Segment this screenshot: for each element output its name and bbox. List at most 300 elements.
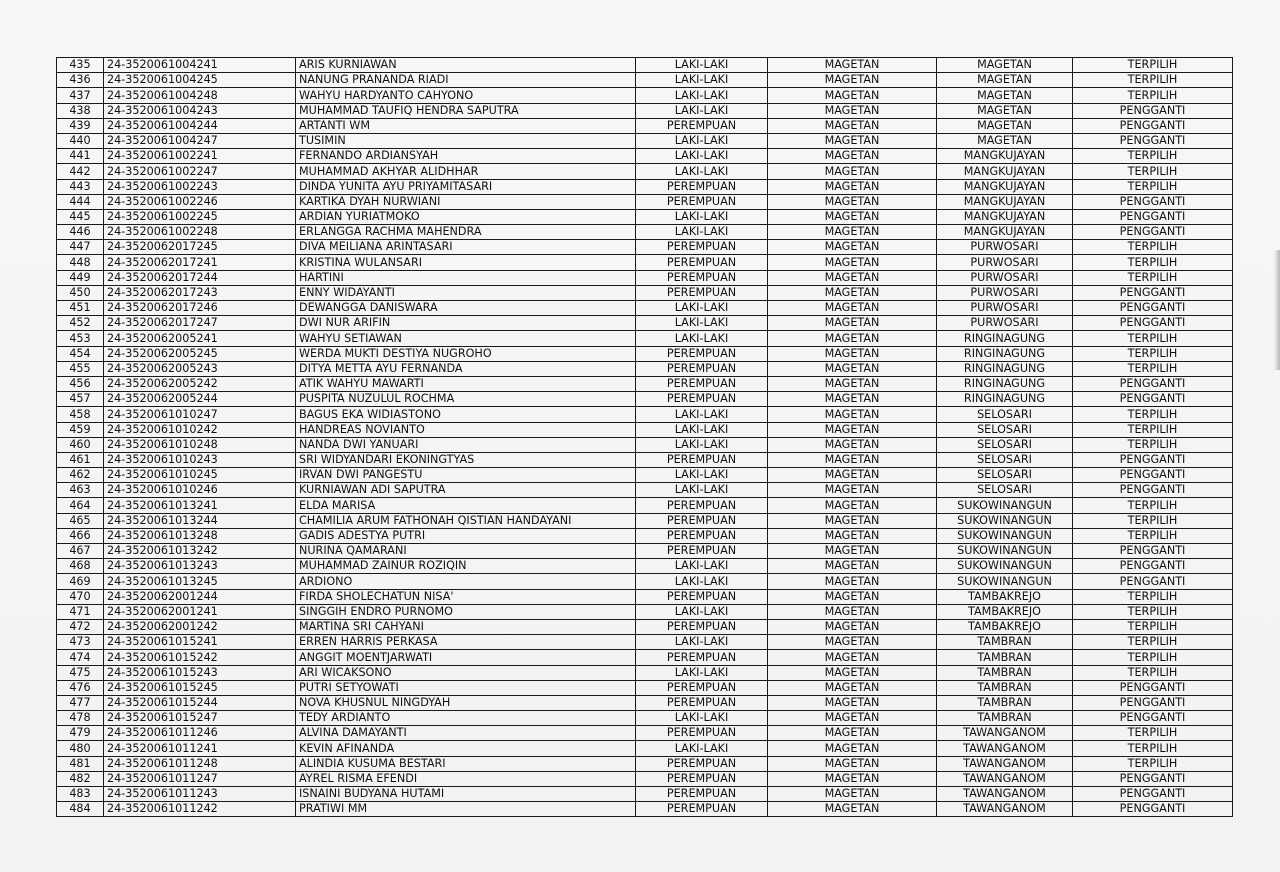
full-name-cell: GADIS ADESTYA PUTRI bbox=[296, 528, 636, 543]
selection-status-cell: PENGGANTI bbox=[1073, 680, 1233, 695]
registration-id-cell: 24-3520061004245 bbox=[104, 73, 296, 88]
table-row bbox=[57, 528, 1233, 543]
registration-id-cell: 24-3520061010248 bbox=[104, 437, 296, 452]
table-row bbox=[57, 103, 1233, 118]
district-cell: PURWOSARI bbox=[937, 240, 1073, 255]
gender-cell: LAKI-LAKI bbox=[636, 483, 768, 498]
district-cell: SELOSARI bbox=[937, 407, 1073, 422]
district-cell: PURWOSARI bbox=[937, 255, 1073, 270]
regency-cell: MAGETAN bbox=[768, 483, 937, 498]
regency-cell: MAGETAN bbox=[768, 680, 937, 695]
row-number-cell: 462 bbox=[57, 468, 104, 483]
gender-cell: LAKI-LAKI bbox=[636, 73, 768, 88]
gender-cell: PEREMPUAN bbox=[636, 376, 768, 391]
gender-cell: PEREMPUAN bbox=[636, 255, 768, 270]
district-cell: TAMBAKREJO bbox=[937, 604, 1073, 619]
regency-cell: MAGETAN bbox=[768, 604, 937, 619]
gender-cell: LAKI-LAKI bbox=[636, 407, 768, 422]
full-name-cell: PUTRI SETYOWATI bbox=[296, 680, 636, 695]
table-row bbox=[57, 619, 1233, 634]
regency-cell: MAGETAN bbox=[768, 73, 937, 88]
row-number-cell: 445 bbox=[57, 209, 104, 224]
table-row bbox=[57, 726, 1233, 741]
registration-id-cell: 24-3520062001242 bbox=[104, 619, 296, 634]
district-cell: SUKOWINANGUN bbox=[937, 513, 1073, 528]
table-row bbox=[57, 513, 1233, 528]
full-name-cell: KRISTINA WULANSARI bbox=[296, 255, 636, 270]
district-cell: TAWANGANOM bbox=[937, 726, 1073, 741]
gender-cell: LAKI-LAKI bbox=[636, 665, 768, 680]
table-row bbox=[57, 498, 1233, 513]
regency-cell: MAGETAN bbox=[768, 802, 937, 817]
selection-status-cell: TERPILIH bbox=[1073, 407, 1233, 422]
row-number-cell: 452 bbox=[57, 316, 104, 331]
district-cell: MANGKUJAYAN bbox=[937, 194, 1073, 209]
row-number-cell: 458 bbox=[57, 407, 104, 422]
registration-id-cell: 24-3520061015242 bbox=[104, 650, 296, 665]
gender-cell: PEREMPUAN bbox=[636, 771, 768, 786]
registration-id-cell: 24-3520061013245 bbox=[104, 574, 296, 589]
selection-status-cell: PENGGANTI bbox=[1073, 316, 1233, 331]
table-row bbox=[57, 194, 1233, 209]
district-cell: RINGINAGUNG bbox=[937, 392, 1073, 407]
full-name-cell: ARIS KURNIAWAN bbox=[296, 58, 636, 73]
selection-status-cell: TERPILIH bbox=[1073, 741, 1233, 756]
registration-id-cell: 24-3520061013241 bbox=[104, 498, 296, 513]
table-row bbox=[57, 604, 1233, 619]
regency-cell: MAGETAN bbox=[768, 711, 937, 726]
district-cell: MANGKUJAYAN bbox=[937, 164, 1073, 179]
registration-id-cell: 24-3520061013243 bbox=[104, 559, 296, 574]
district-cell: TAMBAKREJO bbox=[937, 619, 1073, 634]
table-row bbox=[57, 741, 1233, 756]
regency-cell: MAGETAN bbox=[768, 133, 937, 148]
regency-cell: MAGETAN bbox=[768, 741, 937, 756]
row-number-cell: 438 bbox=[57, 103, 104, 118]
selection-status-cell: PENGGANTI bbox=[1073, 771, 1233, 786]
registration-id-cell: 24-3520061015245 bbox=[104, 680, 296, 695]
gender-cell: PEREMPUAN bbox=[636, 361, 768, 376]
gender-cell: PEREMPUAN bbox=[636, 513, 768, 528]
table-row bbox=[57, 346, 1233, 361]
registration-id-cell: 24-3520061010247 bbox=[104, 407, 296, 422]
table-row bbox=[57, 179, 1233, 194]
candidate-table bbox=[56, 57, 1233, 817]
regency-cell: MAGETAN bbox=[768, 179, 937, 194]
district-cell: TAMBRAN bbox=[937, 665, 1073, 680]
selection-status-cell: TERPILIH bbox=[1073, 88, 1233, 103]
selection-status-cell: TERPILIH bbox=[1073, 437, 1233, 452]
row-number-cell: 473 bbox=[57, 635, 104, 650]
district-cell: MAGETAN bbox=[937, 118, 1073, 133]
district-cell: PURWOSARI bbox=[937, 301, 1073, 316]
full-name-cell: WAHYU HARDYANTO CAHYONO bbox=[296, 88, 636, 103]
row-number-cell: 463 bbox=[57, 483, 104, 498]
district-cell: TAMBRAN bbox=[937, 711, 1073, 726]
regency-cell: MAGETAN bbox=[768, 149, 937, 164]
district-cell: TAMBRAN bbox=[937, 650, 1073, 665]
table-row bbox=[57, 118, 1233, 133]
row-number-cell: 455 bbox=[57, 361, 104, 376]
table-row bbox=[57, 665, 1233, 680]
row-number-cell: 465 bbox=[57, 513, 104, 528]
row-number-cell: 469 bbox=[57, 574, 104, 589]
gender-cell: PEREMPUAN bbox=[636, 695, 768, 710]
row-number-cell: 439 bbox=[57, 118, 104, 133]
full-name-cell: ARDIONO bbox=[296, 574, 636, 589]
full-name-cell: ERLANGGA RACHMA MAHENDRA bbox=[296, 225, 636, 240]
gender-cell: PEREMPUAN bbox=[636, 528, 768, 543]
registration-id-cell: 24-3520062017246 bbox=[104, 301, 296, 316]
full-name-cell: PUSPITA NUZULUL ROCHMA bbox=[296, 392, 636, 407]
registration-id-cell: 24-3520062005241 bbox=[104, 331, 296, 346]
registration-id-cell: 24-3520061002243 bbox=[104, 179, 296, 194]
table-row bbox=[57, 771, 1233, 786]
regency-cell: MAGETAN bbox=[768, 346, 937, 361]
row-number-cell: 481 bbox=[57, 756, 104, 771]
table-row bbox=[57, 452, 1233, 467]
registration-id-cell: 24-3520061015244 bbox=[104, 695, 296, 710]
district-cell: MANGKUJAYAN bbox=[937, 225, 1073, 240]
row-number-cell: 482 bbox=[57, 771, 104, 786]
regency-cell: MAGETAN bbox=[768, 695, 937, 710]
table-row bbox=[57, 695, 1233, 710]
table-row bbox=[57, 422, 1233, 437]
gender-cell: PEREMPUAN bbox=[636, 726, 768, 741]
full-name-cell: TUSIMIN bbox=[296, 133, 636, 148]
registration-id-cell: 24-3520062005244 bbox=[104, 392, 296, 407]
full-name-cell: IRVAN DWI PANGESTU bbox=[296, 468, 636, 483]
full-name-cell: DINDA YUNITA AYU PRIYAMITASARI bbox=[296, 179, 636, 194]
row-number-cell: 480 bbox=[57, 741, 104, 756]
regency-cell: MAGETAN bbox=[768, 589, 937, 604]
row-number-cell: 437 bbox=[57, 88, 104, 103]
selection-status-cell: PENGGANTI bbox=[1073, 225, 1233, 240]
table-row bbox=[57, 392, 1233, 407]
full-name-cell: WAHYU SETIAWAN bbox=[296, 331, 636, 346]
row-number-cell: 454 bbox=[57, 346, 104, 361]
row-number-cell: 470 bbox=[57, 589, 104, 604]
district-cell: TAMBRAN bbox=[937, 680, 1073, 695]
table-row bbox=[57, 73, 1233, 88]
full-name-cell: ENNY WIDAYANTI bbox=[296, 285, 636, 300]
gender-cell: PEREMPUAN bbox=[636, 802, 768, 817]
gender-cell: LAKI-LAKI bbox=[636, 164, 768, 179]
registration-id-cell: 24-3520062005242 bbox=[104, 376, 296, 391]
selection-status-cell: PENGGANTI bbox=[1073, 695, 1233, 710]
full-name-cell: DEWANGGA DANISWARA bbox=[296, 301, 636, 316]
table-row bbox=[57, 680, 1233, 695]
row-number-cell: 440 bbox=[57, 133, 104, 148]
regency-cell: MAGETAN bbox=[768, 422, 937, 437]
full-name-cell: BAGUS EKA WIDIASTONO bbox=[296, 407, 636, 422]
district-cell: SELOSARI bbox=[937, 468, 1073, 483]
row-number-cell: 441 bbox=[57, 149, 104, 164]
district-cell: SUKOWINANGUN bbox=[937, 498, 1073, 513]
table-row bbox=[57, 787, 1233, 802]
gender-cell: PEREMPUAN bbox=[636, 392, 768, 407]
full-name-cell: FERNANDO ARDIANSYAH bbox=[296, 149, 636, 164]
row-number-cell: 483 bbox=[57, 787, 104, 802]
regency-cell: MAGETAN bbox=[768, 635, 937, 650]
selection-status-cell: TERPILIH bbox=[1073, 58, 1233, 73]
district-cell: SELOSARI bbox=[937, 422, 1073, 437]
table-row bbox=[57, 225, 1233, 240]
district-cell: TAWANGANOM bbox=[937, 771, 1073, 786]
selection-status-cell: TERPILIH bbox=[1073, 650, 1233, 665]
row-number-cell: 456 bbox=[57, 376, 104, 391]
gender-cell: PEREMPUAN bbox=[636, 619, 768, 634]
selection-status-cell: TERPILIH bbox=[1073, 164, 1233, 179]
regency-cell: MAGETAN bbox=[768, 437, 937, 452]
gender-cell: LAKI-LAKI bbox=[636, 468, 768, 483]
row-number-cell: 435 bbox=[57, 58, 104, 73]
district-cell: TAWANGANOM bbox=[937, 802, 1073, 817]
selection-status-cell: TERPILIH bbox=[1073, 619, 1233, 634]
registration-id-cell: 24-3520061004247 bbox=[104, 133, 296, 148]
table-row bbox=[57, 149, 1233, 164]
registration-id-cell: 24-3520061015247 bbox=[104, 711, 296, 726]
table-row bbox=[57, 635, 1233, 650]
gender-cell: LAKI-LAKI bbox=[636, 301, 768, 316]
registration-id-cell: 24-3520061013244 bbox=[104, 513, 296, 528]
selection-status-cell: TERPILIH bbox=[1073, 513, 1233, 528]
registration-id-cell: 24-3520061004248 bbox=[104, 88, 296, 103]
district-cell: RINGINAGUNG bbox=[937, 376, 1073, 391]
registration-id-cell: 24-3520061002245 bbox=[104, 209, 296, 224]
selection-status-cell: PENGGANTI bbox=[1073, 802, 1233, 817]
registration-id-cell: 24-3520061011242 bbox=[104, 802, 296, 817]
full-name-cell: KEVIN AFINANDA bbox=[296, 741, 636, 756]
full-name-cell: ARDIAN YURIATMOKO bbox=[296, 209, 636, 224]
registration-id-cell: 24-3520061010246 bbox=[104, 483, 296, 498]
gender-cell: LAKI-LAKI bbox=[636, 711, 768, 726]
regency-cell: MAGETAN bbox=[768, 787, 937, 802]
regency-cell: MAGETAN bbox=[768, 559, 937, 574]
table-row bbox=[57, 437, 1233, 452]
selection-status-cell: TERPILIH bbox=[1073, 179, 1233, 194]
full-name-cell: CHAMILIA ARUM FATHONAH QISTIAN HANDAYANI bbox=[296, 513, 636, 528]
table-row bbox=[57, 468, 1233, 483]
registration-id-cell: 24-3520061010245 bbox=[104, 468, 296, 483]
selection-status-cell: TERPILIH bbox=[1073, 331, 1233, 346]
row-number-cell: 461 bbox=[57, 452, 104, 467]
registration-id-cell: 24-3520061011247 bbox=[104, 771, 296, 786]
regency-cell: MAGETAN bbox=[768, 452, 937, 467]
district-cell: MANGKUJAYAN bbox=[937, 179, 1073, 194]
table-row bbox=[57, 133, 1233, 148]
full-name-cell: ALINDIA KUSUMA BESTARI bbox=[296, 756, 636, 771]
district-cell: TAMBAKREJO bbox=[937, 589, 1073, 604]
row-number-cell: 472 bbox=[57, 619, 104, 634]
full-name-cell: ANGGIT MOENTJARWATI bbox=[296, 650, 636, 665]
row-number-cell: 436 bbox=[57, 73, 104, 88]
selection-status-cell: TERPILIH bbox=[1073, 498, 1233, 513]
regency-cell: MAGETAN bbox=[768, 240, 937, 255]
selection-status-cell: PENGGANTI bbox=[1073, 787, 1233, 802]
row-number-cell: 443 bbox=[57, 179, 104, 194]
row-number-cell: 477 bbox=[57, 695, 104, 710]
regency-cell: MAGETAN bbox=[768, 285, 937, 300]
row-number-cell: 479 bbox=[57, 726, 104, 741]
table-row bbox=[57, 164, 1233, 179]
gender-cell: PEREMPUAN bbox=[636, 240, 768, 255]
district-cell: MAGETAN bbox=[937, 88, 1073, 103]
gender-cell: PEREMPUAN bbox=[636, 285, 768, 300]
row-number-cell: 460 bbox=[57, 437, 104, 452]
regency-cell: MAGETAN bbox=[768, 513, 937, 528]
district-cell: RINGINAGUNG bbox=[937, 346, 1073, 361]
selection-status-cell: PENGGANTI bbox=[1073, 392, 1233, 407]
full-name-cell: DWI NUR ARIFIN bbox=[296, 316, 636, 331]
full-name-cell: HANDREAS NOVIANTO bbox=[296, 422, 636, 437]
table-row bbox=[57, 209, 1233, 224]
table-row bbox=[57, 331, 1233, 346]
selection-status-cell: PENGGANTI bbox=[1073, 133, 1233, 148]
gender-cell: LAKI-LAKI bbox=[636, 316, 768, 331]
registration-id-cell: 24-3520061002248 bbox=[104, 225, 296, 240]
regency-cell: MAGETAN bbox=[768, 225, 937, 240]
row-number-cell: 447 bbox=[57, 240, 104, 255]
row-number-cell: 453 bbox=[57, 331, 104, 346]
gender-cell: LAKI-LAKI bbox=[636, 635, 768, 650]
row-number-cell: 446 bbox=[57, 225, 104, 240]
regency-cell: MAGETAN bbox=[768, 164, 937, 179]
row-number-cell: 459 bbox=[57, 422, 104, 437]
regency-cell: MAGETAN bbox=[768, 392, 937, 407]
gender-cell: LAKI-LAKI bbox=[636, 209, 768, 224]
registration-id-cell: 24-3520062001244 bbox=[104, 589, 296, 604]
regency-cell: MAGETAN bbox=[768, 544, 937, 559]
district-cell: MANGKUJAYAN bbox=[937, 149, 1073, 164]
selection-status-cell: TERPILIH bbox=[1073, 528, 1233, 543]
full-name-cell: WERDA MUKTI DESTIYA NUGROHO bbox=[296, 346, 636, 361]
full-name-cell: ALVINA DAMAYANTI bbox=[296, 726, 636, 741]
selection-status-cell: PENGGANTI bbox=[1073, 118, 1233, 133]
gender-cell: LAKI-LAKI bbox=[636, 331, 768, 346]
district-cell: RINGINAGUNG bbox=[937, 331, 1073, 346]
gender-cell: PEREMPUAN bbox=[636, 118, 768, 133]
regency-cell: MAGETAN bbox=[768, 726, 937, 741]
district-cell: SUKOWINANGUN bbox=[937, 528, 1073, 543]
selection-status-cell: TERPILIH bbox=[1073, 73, 1233, 88]
gender-cell: PEREMPUAN bbox=[636, 179, 768, 194]
regency-cell: MAGETAN bbox=[768, 118, 937, 133]
gender-cell: PEREMPUAN bbox=[636, 787, 768, 802]
table-row bbox=[57, 285, 1233, 300]
row-number-cell: 451 bbox=[57, 301, 104, 316]
row-number-cell: 478 bbox=[57, 711, 104, 726]
registration-id-cell: 24-3520061011243 bbox=[104, 787, 296, 802]
full-name-cell: NANUNG PRANANDA RIADI bbox=[296, 73, 636, 88]
gender-cell: LAKI-LAKI bbox=[636, 103, 768, 118]
selection-status-cell: PENGGANTI bbox=[1073, 376, 1233, 391]
gender-cell: LAKI-LAKI bbox=[636, 149, 768, 164]
table-row bbox=[57, 544, 1233, 559]
selection-status-cell: PENGGANTI bbox=[1073, 468, 1233, 483]
selection-status-cell: TERPILIH bbox=[1073, 635, 1233, 650]
selection-status-cell: TERPILIH bbox=[1073, 255, 1233, 270]
registration-id-cell: 24-3520062017244 bbox=[104, 270, 296, 285]
row-number-cell: 476 bbox=[57, 680, 104, 695]
selection-status-cell: TERPILIH bbox=[1073, 240, 1233, 255]
district-cell: MAGETAN bbox=[937, 133, 1073, 148]
regency-cell: MAGETAN bbox=[768, 331, 937, 346]
gender-cell: LAKI-LAKI bbox=[636, 225, 768, 240]
selection-status-cell: TERPILIH bbox=[1073, 589, 1233, 604]
row-number-cell: 457 bbox=[57, 392, 104, 407]
table-row bbox=[57, 88, 1233, 103]
registration-id-cell: 24-3520062017245 bbox=[104, 240, 296, 255]
selection-status-cell: PENGGANTI bbox=[1073, 483, 1233, 498]
gender-cell: LAKI-LAKI bbox=[636, 741, 768, 756]
registration-id-cell: 24-3520061002247 bbox=[104, 164, 296, 179]
full-name-cell: MUHAMMAD ZAINUR ROZIQIN bbox=[296, 559, 636, 574]
row-number-cell: 468 bbox=[57, 559, 104, 574]
registration-id-cell: 24-3520062005245 bbox=[104, 346, 296, 361]
table-row bbox=[57, 301, 1233, 316]
registration-id-cell: 24-3520061004243 bbox=[104, 103, 296, 118]
table-row bbox=[57, 270, 1233, 285]
regency-cell: MAGETAN bbox=[768, 361, 937, 376]
regency-cell: MAGETAN bbox=[768, 528, 937, 543]
gender-cell: LAKI-LAKI bbox=[636, 422, 768, 437]
selection-status-cell: TERPILIH bbox=[1073, 422, 1233, 437]
registration-id-cell: 24-3520061013242 bbox=[104, 544, 296, 559]
full-name-cell: ATIK WAHYU MAWARTI bbox=[296, 376, 636, 391]
table-row bbox=[57, 316, 1233, 331]
row-number-cell: 442 bbox=[57, 164, 104, 179]
regency-cell: MAGETAN bbox=[768, 376, 937, 391]
row-number-cell: 450 bbox=[57, 285, 104, 300]
selection-status-cell: TERPILIH bbox=[1073, 149, 1233, 164]
regency-cell: MAGETAN bbox=[768, 407, 937, 422]
registration-id-cell: 24-3520062001241 bbox=[104, 604, 296, 619]
regency-cell: MAGETAN bbox=[768, 316, 937, 331]
regency-cell: MAGETAN bbox=[768, 88, 937, 103]
district-cell: TAMBRAN bbox=[937, 695, 1073, 710]
district-cell: SUKOWINANGUN bbox=[937, 574, 1073, 589]
registration-id-cell: 24-3520062017241 bbox=[104, 255, 296, 270]
gender-cell: LAKI-LAKI bbox=[636, 559, 768, 574]
table-row bbox=[57, 58, 1233, 73]
selection-status-cell: TERPILIH bbox=[1073, 346, 1233, 361]
registration-id-cell: 24-3520062017247 bbox=[104, 316, 296, 331]
selection-status-cell: PENGGANTI bbox=[1073, 544, 1233, 559]
registration-id-cell: 24-3520061015241 bbox=[104, 635, 296, 650]
selection-status-cell: PENGGANTI bbox=[1073, 711, 1233, 726]
gender-cell: PEREMPUAN bbox=[636, 756, 768, 771]
district-cell: TAMBRAN bbox=[937, 635, 1073, 650]
gender-cell: LAKI-LAKI bbox=[636, 133, 768, 148]
table-row bbox=[57, 255, 1233, 270]
full-name-cell: NURINA QAMARANI bbox=[296, 544, 636, 559]
table-row bbox=[57, 483, 1233, 498]
registration-id-cell: 24-3520061002246 bbox=[104, 194, 296, 209]
registration-id-cell: 24-3520061010243 bbox=[104, 452, 296, 467]
row-number-cell: 448 bbox=[57, 255, 104, 270]
district-cell: TAWANGANOM bbox=[937, 756, 1073, 771]
registration-id-cell: 24-3520061013248 bbox=[104, 528, 296, 543]
full-name-cell: SRI WIDYANDARI EKONINGTYAS bbox=[296, 452, 636, 467]
registration-id-cell: 24-3520061011248 bbox=[104, 756, 296, 771]
selection-status-cell: PENGGANTI bbox=[1073, 209, 1233, 224]
regency-cell: MAGETAN bbox=[768, 103, 937, 118]
regency-cell: MAGETAN bbox=[768, 194, 937, 209]
row-number-cell: 471 bbox=[57, 604, 104, 619]
registration-id-cell: 24-3520061004241 bbox=[104, 58, 296, 73]
district-cell: RINGINAGUNG bbox=[937, 361, 1073, 376]
